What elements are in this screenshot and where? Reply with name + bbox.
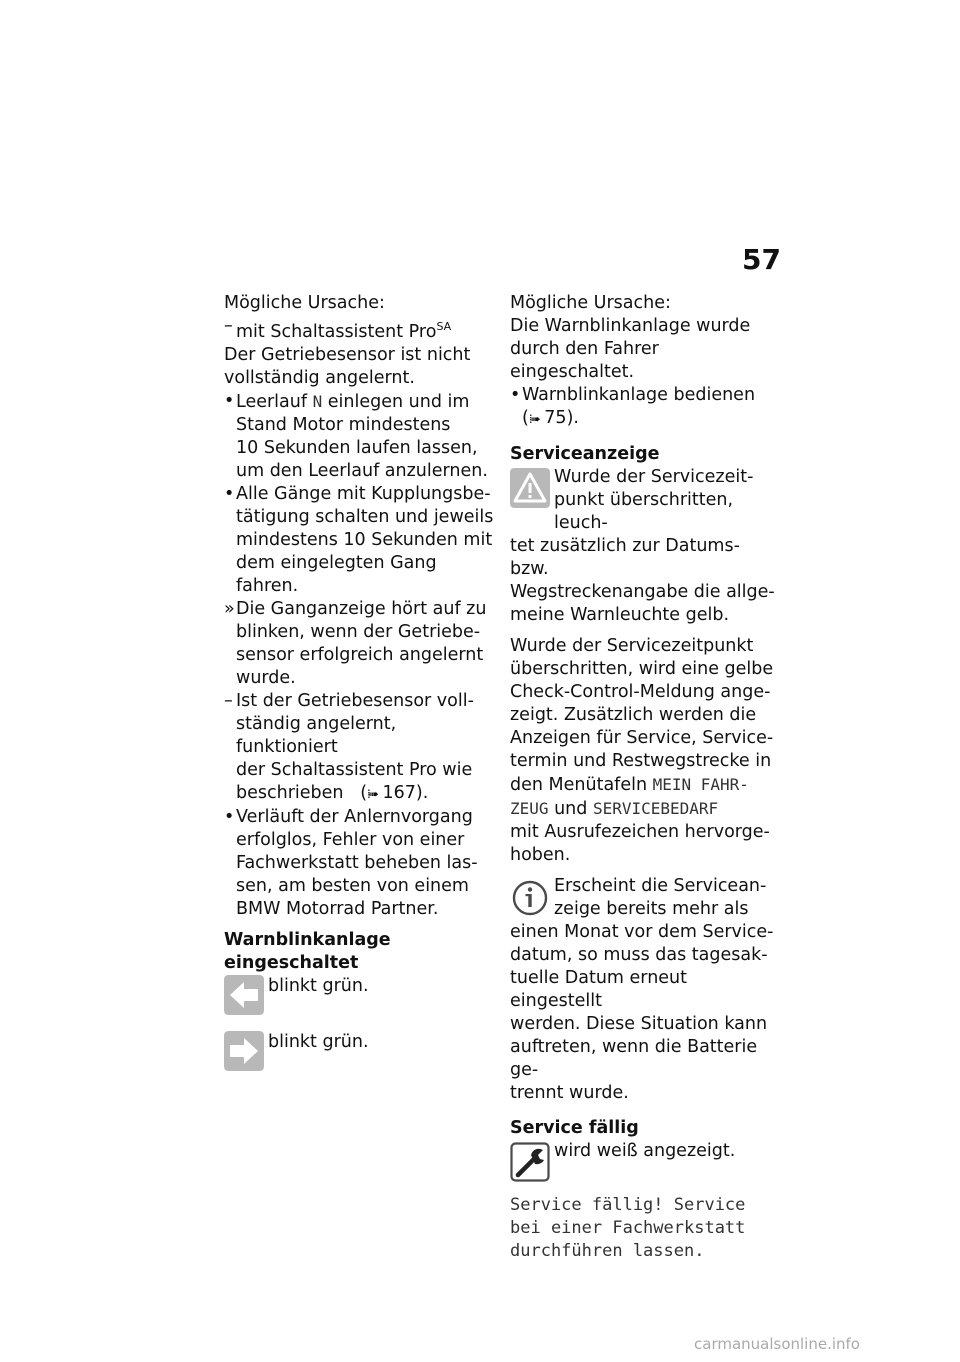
section-heading: Serviceanzeige	[510, 444, 660, 464]
text-line: zeige bereits mehr als	[554, 899, 749, 919]
bullet-item: • Alle Gänge mit Kupplungsbe-	[224, 483, 491, 504]
display-message: bei einer Fachwerkstatt	[510, 1218, 746, 1238]
text-line: ZEUG und SERVICEBEDARF	[510, 799, 719, 819]
display-message: durchführen lassen.	[510, 1241, 705, 1261]
reference-arrow-icon: ⁞➠	[528, 412, 539, 426]
page-reference-link[interactable]: 75	[544, 408, 567, 428]
text-line: beschrieben (⁞➠ 167).	[236, 782, 429, 803]
turn-signal-left-icon	[224, 975, 264, 1015]
cause-label: Mögliche Ursache:	[224, 293, 385, 313]
info-icon	[510, 877, 550, 917]
watermark: carmanualsonline.info	[694, 1335, 860, 1353]
text-line: punkt überschritten, leuch-	[554, 490, 734, 533]
text-line: blinken, wenn der Getriebe-	[236, 621, 481, 642]
text-line: ständig angelernt, funktioniert	[236, 713, 397, 757]
section-heading: eingeschaltet	[224, 952, 359, 973]
sa-marker: SA	[436, 320, 452, 333]
text-line: mindestens 10 Sekunden mit	[236, 529, 493, 550]
text-line: den Menütafeln MEIN FAHR-	[510, 775, 749, 795]
text-line: erfolglos, Fehler von einer	[236, 829, 465, 850]
text-line: 10 Sekunden laufen lassen,	[236, 437, 478, 458]
text-line: Wurde der Servicezeitpunkt	[510, 636, 754, 656]
text-line: wurde.	[236, 667, 296, 688]
text-line: datum, so muss das tagesak-	[510, 945, 768, 965]
text-line: tuelle Datum erneut eingestellt	[510, 968, 687, 1011]
text-line: Check-Control-Meldung ange-	[510, 682, 771, 702]
text-line: Wegstreckenangabe die allge-	[510, 582, 775, 602]
display-message: Service fällig! Service	[510, 1195, 746, 1215]
service-due-text: wird weiß angezeigt.	[554, 1141, 736, 1161]
text-line: meine Warnleuchte gelb.	[510, 605, 730, 625]
text-line: mit Ausrufezeichen hervorge-	[510, 822, 770, 842]
text-line: einen Monat vor dem Service-	[510, 922, 774, 942]
result-item: » Die Ganganzeige hört auf zu	[224, 598, 487, 619]
turn-signal-right-icon	[224, 1031, 264, 1071]
bullet-item: • Verläuft der Anlernvorgang	[224, 806, 473, 827]
text-line: Anzeigen für Service, Service-	[510, 728, 774, 748]
cause-item: – mit Schaltassistent Pro$^{SA}$	[224, 316, 452, 342]
reference-arrow-icon: ⁞➠	[367, 786, 377, 801]
page-reference-link[interactable]: 167	[382, 782, 416, 803]
text-line: vollständig angelernt.	[224, 367, 415, 388]
menu-name: SERVICEBEDARF	[592, 799, 719, 818]
text-line: überschritten, wird eine gelbe	[510, 659, 774, 679]
menu-name: ZEUG	[510, 799, 549, 818]
wrench-icon	[510, 1142, 550, 1182]
text-line: trennt wurde.	[510, 1083, 629, 1103]
text-line: zeigt. Zusätzlich werden die	[510, 705, 757, 725]
left-blink-text: blinkt grün.	[268, 975, 369, 996]
page-number: 57	[742, 243, 781, 276]
text-line: hoben.	[510, 845, 571, 865]
section-heading: Service fällig	[510, 1118, 639, 1138]
text-line: Der Getriebesensor ist nicht	[224, 344, 471, 365]
right-blink-text: blinkt grün.	[268, 1031, 369, 1052]
text-line: Stand Motor mindestens	[236, 414, 451, 435]
left-column	[224, 292, 496, 1079]
text-line: (⁞➠ 75).	[522, 408, 579, 428]
text-line: Die Warnblinkanlage wurde	[510, 316, 751, 336]
text-line: Fachwerkstatt beheben las-	[236, 852, 478, 873]
text-line: dem eingelegten Gang fahren.	[236, 552, 437, 596]
text-line: BMW Motorrad Partner.	[236, 898, 439, 919]
text-line: sen, am besten von einem	[236, 875, 469, 896]
text-line: um den Leerlauf anzulernen.	[236, 460, 488, 481]
bullet-item: • Leerlauf N einlegen und im	[224, 390, 470, 412]
text-line: der Schaltassistent Pro wie	[236, 759, 473, 780]
text-line: werden. Diese Situation kann	[510, 1014, 768, 1034]
warning-triangle-icon	[510, 468, 550, 508]
text-line: Erscheint die Servicean-	[554, 876, 767, 896]
bullet-item: • Warnblinkanlage bedienen	[510, 385, 756, 405]
text-line: Wurde der Servicezeit-	[554, 467, 754, 487]
right-column	[510, 292, 782, 1263]
dash-item: – Ist der Getriebesensor voll-	[224, 690, 474, 711]
text-line: termin und Restwegstrecke in	[510, 751, 772, 771]
section-heading: Warnblinkanlage	[224, 929, 391, 950]
text-line: tätigung schalten und jeweils	[236, 506, 494, 527]
menu-name: MEIN FAHR-	[652, 775, 749, 794]
text-line: durch den Fahrer eingeschaltet.	[510, 339, 659, 382]
cause-label: Mögliche Ursache:	[510, 293, 671, 313]
text-line: sensor erfolgreich angelernt	[236, 644, 484, 665]
text-line: tet zusätzlich zur Datums- bzw.	[510, 536, 740, 579]
text-line: auftreten, wenn die Batterie ge-	[510, 1037, 758, 1080]
